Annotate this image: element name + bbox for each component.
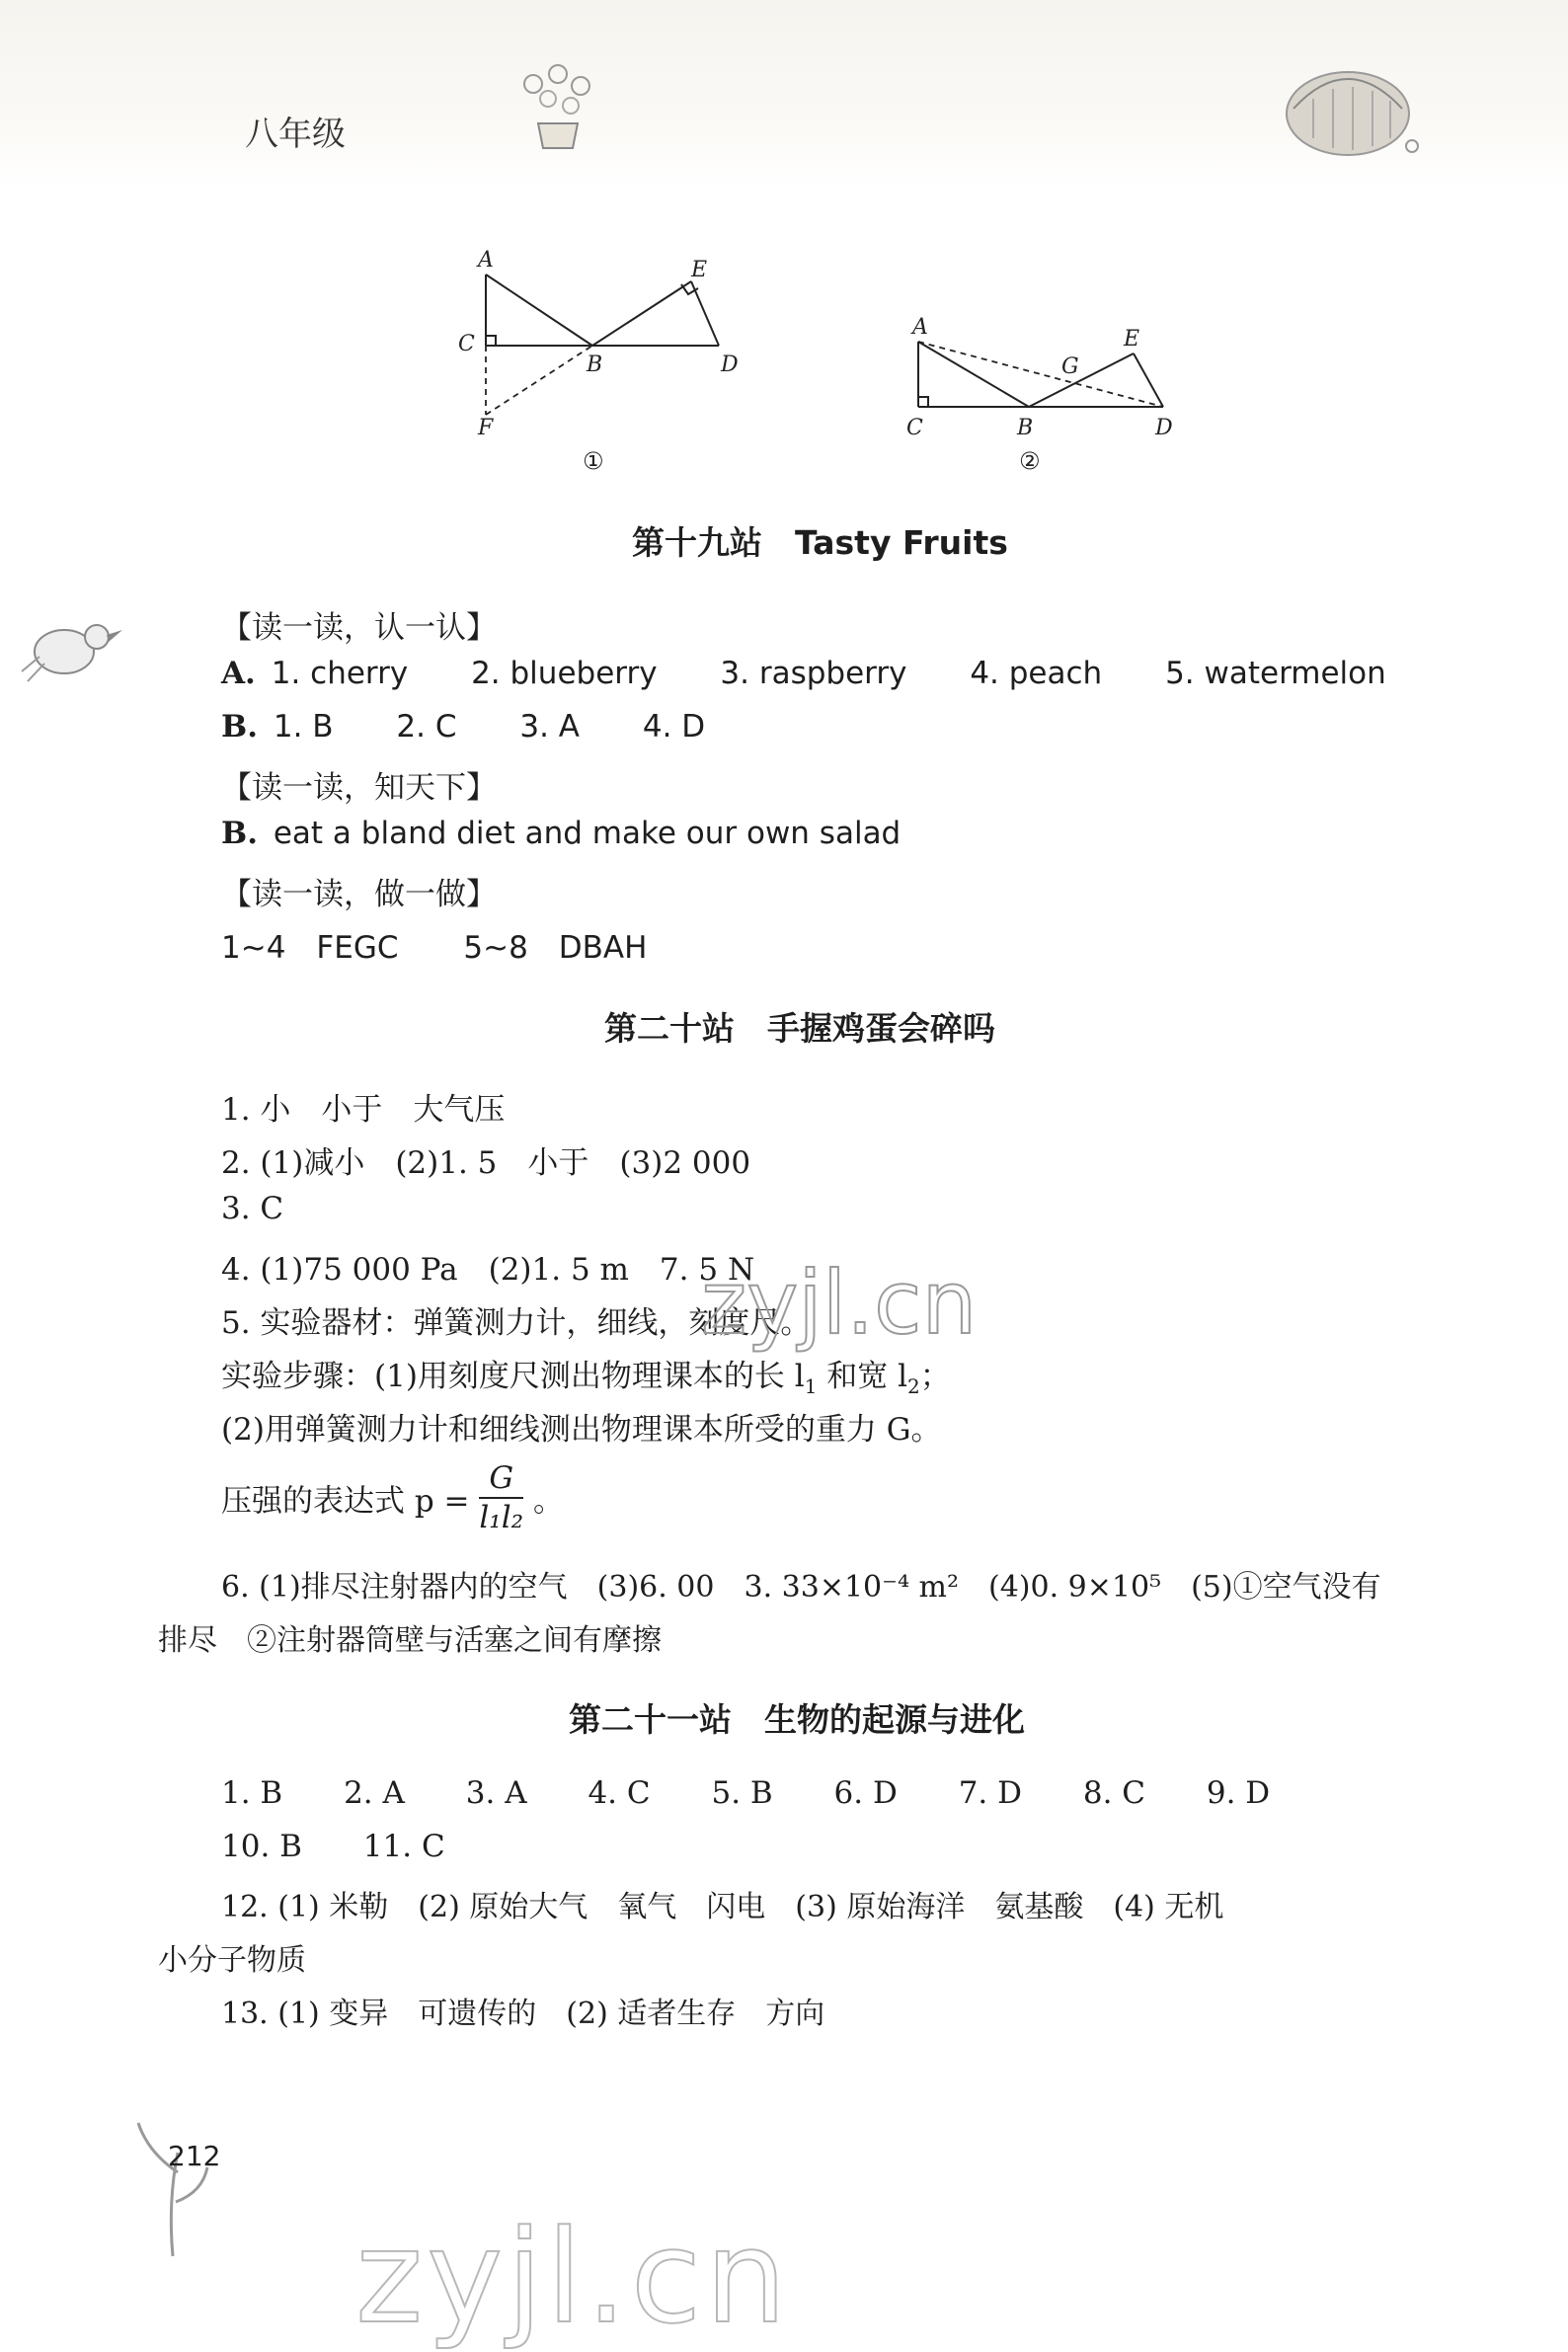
- station19-heading-1: 【读一读，认一认】: [221, 610, 497, 646]
- formula-numerator: G: [479, 1459, 523, 1499]
- fig2-label-c: C: [906, 416, 923, 440]
- mc-answer: 2. A: [344, 1775, 405, 1811]
- station20-line-1: 1. 小 小于 大气压: [221, 1092, 506, 1128]
- station21-q12-line-2: 小分子物质: [158, 1943, 306, 1978]
- fig1-label-c: C: [458, 332, 475, 356]
- fig1-label-a: A: [478, 248, 494, 273]
- b-item: 4. D: [642, 709, 706, 745]
- line6-mid: 和宽 l: [817, 1359, 908, 1394]
- station20-line-6: [221, 1351, 951, 1398]
- mc-answer: 8. C: [1082, 1775, 1146, 1811]
- watermark-mid: zyjl.cn: [701, 1252, 978, 1354]
- fig1-label-f: F: [478, 416, 494, 440]
- mc-answer: 7. D: [958, 1775, 1022, 1811]
- fig1-label-e: E: [691, 258, 708, 282]
- station19-heading-2: 【读一读，知天下】: [221, 770, 497, 806]
- hedgehog-icon: [1274, 39, 1432, 168]
- station20-line-4: 4. (1)75 000 Pa (2)1. 5 m 7. 5 N: [221, 1252, 755, 1288]
- page-number: 212: [168, 2140, 221, 2172]
- station20-q6-line-1: 6. (1)排尽注射器内的空气 (3)6. 00 3. 33×10⁻⁴ m² (4)0. 9×10⁵ (5)①空气没有: [221, 1570, 1381, 1605]
- station20-line-3: 3. C: [221, 1191, 284, 1226]
- station19-title: 第十九站 Tasty Fruits: [632, 523, 1008, 562]
- station21-q12-line-1: 12. (1) 米勒 (2) 原始大气 氧气 闪电 (3) 原始海洋 氨基酸 (4) 无机: [221, 1890, 1224, 1924]
- a-item: 4. peach: [970, 656, 1103, 691]
- line6-end: ；: [919, 1359, 951, 1394]
- mc-answer: 9. D: [1206, 1775, 1271, 1811]
- fig2-label-a: A: [912, 315, 928, 340]
- line6-text: 实验步骤：(1)用刻度尺测出物理课本的长 l: [221, 1359, 805, 1394]
- grade-label: 八年级: [245, 115, 346, 154]
- station20-line-7: (2)用弹簧测力计和细线测出物理课本所受的重力 G。: [221, 1412, 942, 1448]
- fig2-caption: ②: [1019, 447, 1041, 474]
- a-label: A.: [221, 656, 256, 691]
- b2-label: B.: [221, 816, 258, 851]
- geometry-figure-2: [889, 296, 1205, 474]
- pressure-formula: [221, 1459, 564, 1536]
- c-item: 1~4 FEGC: [221, 930, 399, 966]
- station20-title: 第二十站 手握鸡蛋会碎吗: [604, 1009, 995, 1048]
- mc-answer: 3. A: [465, 1775, 527, 1811]
- station21-row-2: [221, 1829, 445, 1864]
- b-item: 1. B: [273, 709, 334, 745]
- fig1-caption: ①: [583, 447, 604, 474]
- bird-icon: [20, 602, 128, 691]
- station19-c-row: [221, 922, 647, 967]
- station21-q13: 13. (1) 变异 可遗传的 (2) 适者生存 方向: [221, 1997, 825, 2031]
- a-item: 2. blueberry: [471, 656, 658, 691]
- mc-answer: 4. C: [588, 1775, 651, 1811]
- station21-title: 第二十一站 生物的起源与进化: [569, 1700, 1025, 1739]
- mc-answer: 10. B: [221, 1829, 302, 1864]
- station19-a-row: [221, 656, 1386, 691]
- fig1-label-d: D: [721, 353, 739, 377]
- fig2-label-d: D: [1155, 416, 1173, 440]
- b-item: 2. C: [396, 709, 457, 745]
- line6-sub2: 2: [907, 1374, 920, 1399]
- a-item: 1. cherry: [271, 656, 409, 691]
- fig2-label-b: B: [1017, 416, 1034, 440]
- station19-b-row: [221, 709, 705, 745]
- b-label: B.: [221, 709, 258, 745]
- flower-pot-icon: [504, 54, 612, 153]
- mc-answer: 1. B: [221, 1775, 283, 1811]
- formula-fraction: [479, 1459, 523, 1536]
- mc-answer: 11. C: [362, 1829, 445, 1864]
- station19-b2-row: [221, 816, 901, 851]
- station21-row-1: [221, 1775, 1270, 1811]
- formula-end: 。: [532, 1483, 564, 1520]
- sprout-icon: [128, 2113, 217, 2261]
- formula-prefix: 压强的表达式 p =: [221, 1483, 470, 1520]
- b2-text: eat a bland diet and make our own salad: [273, 816, 902, 851]
- station20-q6-line-2: 排尽 ②注射器筒壁与活塞之间有摩擦: [158, 1623, 662, 1658]
- station20-line-2: 2. (1)减小 (2)1. 5 小于 (3)2 000: [221, 1145, 751, 1181]
- watermark: zyjl.cn: [355, 2202, 791, 2352]
- station19-heading-3: 【读一读，做一做】: [221, 877, 497, 912]
- fig2-label-e: E: [1124, 327, 1140, 352]
- line6-sub1: 1: [804, 1374, 818, 1399]
- a-item: 5. watermelon: [1165, 656, 1386, 691]
- geometry-figure-1: [444, 237, 770, 474]
- c-item: 5~8 DBAH: [463, 930, 648, 966]
- formula-denominator: l₁l₂: [479, 1500, 524, 1535]
- b-item: 3. A: [519, 709, 580, 745]
- mc-answer: 5. B: [711, 1775, 773, 1811]
- fig1-label-b: B: [587, 353, 603, 377]
- fig2-label-g: G: [1061, 354, 1079, 379]
- mc-answer: 6. D: [833, 1775, 898, 1811]
- a-item: 3. raspberry: [720, 656, 907, 691]
- station20-line-5: 5. 实验器材：弹簧测力计，细线，刻度尺。: [221, 1305, 812, 1341]
